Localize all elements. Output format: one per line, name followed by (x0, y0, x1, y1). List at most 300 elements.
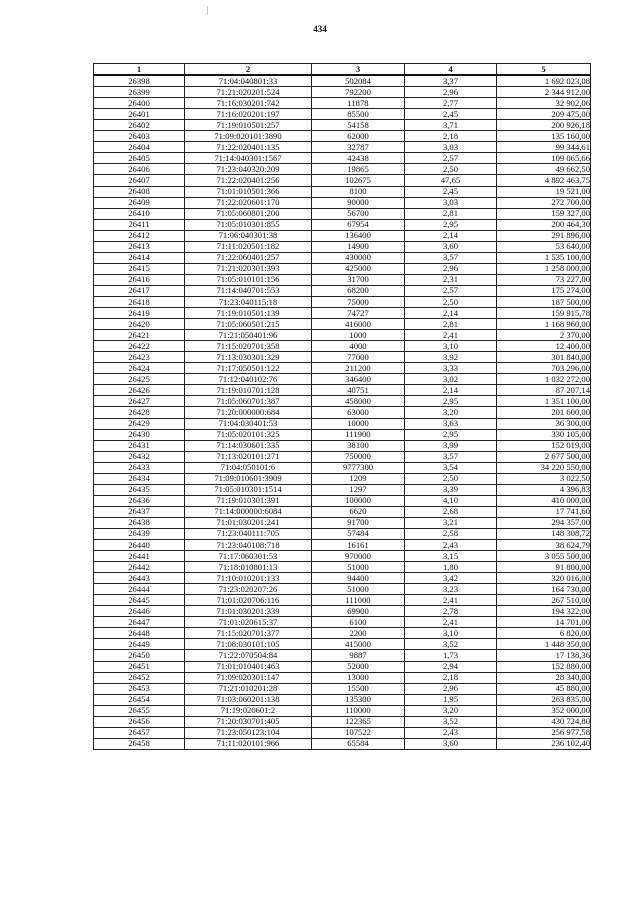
area-cell: 9887 (312, 650, 405, 661)
value-cell: 17 741,60 (497, 506, 591, 517)
row-number-cell: 26413 (94, 241, 185, 252)
value-cell: 272 700,00 (497, 197, 591, 208)
cadastral-number-cell: 71:08:030101:105 (185, 639, 312, 650)
rate-cell: 3,63 (405, 418, 497, 429)
cadastral-number-cell: 71:04:040801:33 (185, 75, 312, 87)
table-row (94, 330, 591, 341)
cadastral-number-cell: 71:19:010301:391 (185, 495, 312, 506)
value-cell: 267 510,00 (497, 595, 591, 606)
table-row (94, 352, 591, 363)
table-row (94, 705, 591, 716)
area-cell: 430000 (312, 252, 405, 263)
cadastral-number-cell: 71:14:040701:553 (185, 285, 312, 296)
table-row (94, 617, 591, 628)
area-cell: 100000 (312, 495, 405, 506)
row-number-cell: 26441 (94, 551, 185, 562)
rate-cell: 3,92 (405, 352, 497, 363)
rate-cell: 3,52 (405, 716, 497, 727)
value-cell: 36 300,00 (497, 418, 591, 429)
value-cell: 17 138,36 (497, 650, 591, 661)
cadastral-number-cell: 71:23:040115:18 (185, 296, 312, 307)
cadastral-number-cell: 71:05:010301:855 (185, 219, 312, 230)
cadastral-number-cell: 71:01:020615:37 (185, 617, 312, 628)
cadastral-number-cell: 71:22:060401:257 (185, 252, 312, 263)
table-row (94, 573, 591, 584)
table-row (94, 418, 591, 429)
rate-cell: 2,95 (405, 396, 497, 407)
row-number-cell: 26450 (94, 650, 185, 661)
rate-cell: 3,10 (405, 341, 497, 352)
table-row (94, 98, 591, 109)
rate-cell: 3,57 (405, 252, 497, 263)
row-number-cell: 26422 (94, 341, 185, 352)
cadastral-number-cell: 71:16:030201:742 (185, 98, 312, 109)
rate-cell: 2,50 (405, 473, 497, 484)
table-row (94, 639, 591, 650)
column-header-3: 3 (312, 64, 405, 76)
cadastral-number-cell: 71:21:020301:393 (185, 263, 312, 274)
cadastral-number-cell: 71:12:040102:76 (185, 374, 312, 385)
table-row (94, 197, 591, 208)
table-row (94, 672, 591, 683)
table-row (94, 385, 591, 396)
area-cell: 970000 (312, 551, 405, 562)
cadastral-number-cell: 71:23:050123:104 (185, 727, 312, 738)
value-cell: 2 677 500,00 (497, 451, 591, 462)
rate-cell: 2,57 (405, 285, 497, 296)
rate-cell: 1,80 (405, 562, 497, 573)
table-row (94, 528, 591, 539)
table-row (94, 484, 591, 495)
cadastral-number-cell: 71:11:020501:182 (185, 241, 312, 252)
row-number-cell: 26414 (94, 252, 185, 263)
area-cell: 54158 (312, 120, 405, 131)
rate-cell: 3,20 (405, 407, 497, 418)
area-cell: 94400 (312, 573, 405, 584)
cadastral-number-cell: 71:16:020201:197 (185, 109, 312, 120)
rate-cell: 1,95 (405, 694, 497, 705)
area-cell: 6100 (312, 617, 405, 628)
value-cell: 159 915,78 (497, 308, 591, 319)
value-cell: 2 370,00 (497, 330, 591, 341)
area-cell: 69900 (312, 606, 405, 617)
cadastral-number-cell: 71:23:020207:26 (185, 584, 312, 595)
row-number-cell: 26407 (94, 175, 185, 186)
value-cell: 4 892 463,75 (497, 175, 591, 186)
value-cell: 1 032 272,00 (497, 374, 591, 385)
table-row (94, 274, 591, 285)
rate-cell: 3,02 (405, 374, 497, 385)
value-cell: 3 055 500,00 (497, 551, 591, 562)
value-cell: 14 701,00 (497, 617, 591, 628)
area-cell: 10000 (312, 418, 405, 429)
row-number-cell: 26449 (94, 639, 185, 650)
cadastral-number-cell: 71:01:030201:241 (185, 517, 312, 528)
value-cell: 34 220 550,00 (497, 462, 591, 473)
value-cell: 12 400,00 (497, 341, 591, 352)
value-cell: 6 820,00 (497, 628, 591, 639)
value-cell: 135 160,00 (497, 131, 591, 142)
value-cell: 152 019,00 (497, 440, 591, 451)
table-row (94, 628, 591, 639)
row-number-cell: 26400 (94, 98, 185, 109)
row-number-cell: 26426 (94, 385, 185, 396)
rate-cell: 1,73 (405, 650, 497, 661)
value-cell: 109 065,66 (497, 153, 591, 164)
value-cell: 200 926,18 (497, 120, 591, 131)
table-row (94, 716, 591, 727)
rate-cell: 2,43 (405, 727, 497, 738)
rate-cell: 2,14 (405, 230, 497, 241)
value-cell: 703 296,00 (497, 363, 591, 374)
row-number-cell: 26447 (94, 617, 185, 628)
rate-cell: 3,39 (405, 484, 497, 495)
rate-cell: 2,81 (405, 208, 497, 219)
table-row (94, 75, 591, 87)
value-cell: 430 724,80 (497, 716, 591, 727)
rate-cell: 2,41 (405, 330, 497, 341)
table-row (94, 120, 591, 131)
cadastral-number-cell: 71:06:040301:38 (185, 230, 312, 241)
area-cell: 211200 (312, 363, 405, 374)
area-cell: 15500 (312, 683, 405, 694)
scan-artifact-mark (207, 6, 208, 15)
cadastral-number-cell: 71:15:020701:358 (185, 341, 312, 352)
table-row (94, 738, 591, 749)
area-cell: 91700 (312, 517, 405, 528)
area-cell: 425000 (312, 263, 405, 274)
area-cell: 415000 (312, 639, 405, 650)
rate-cell: 3,60 (405, 738, 497, 749)
area-cell: 110000 (312, 705, 405, 716)
rate-cell: 3,23 (405, 584, 497, 595)
value-cell: 410 000,00 (497, 495, 591, 506)
cadastral-number-cell: 71:23:040320:209 (185, 164, 312, 175)
value-cell: 291 896,00 (497, 230, 591, 241)
row-number-cell: 26456 (94, 716, 185, 727)
rate-cell: 2,57 (405, 153, 497, 164)
row-number-cell: 26448 (94, 628, 185, 639)
rate-cell: 2,50 (405, 164, 497, 175)
table-row (94, 694, 591, 705)
table-row (94, 341, 591, 352)
row-number-cell: 26454 (94, 694, 185, 705)
area-cell: 1209 (312, 473, 405, 484)
row-number-cell: 26455 (94, 705, 185, 716)
row-number-cell: 26435 (94, 484, 185, 495)
value-cell: 1 448 350,00 (497, 639, 591, 650)
area-cell: 13000 (312, 672, 405, 683)
cadastral-number-cell: 71:22:020601:170 (185, 197, 312, 208)
cadastral-number-cell: 71:05:060801:200 (185, 208, 312, 219)
row-number-cell: 26421 (94, 330, 185, 341)
cadastral-number-cell: 71:13:020101:271 (185, 451, 312, 462)
table-row (94, 462, 591, 473)
row-number-cell: 26442 (94, 562, 185, 573)
value-cell: 99 344,61 (497, 142, 591, 153)
cadastral-number-cell: 71:10:010201:133 (185, 573, 312, 584)
row-number-cell: 26457 (94, 727, 185, 738)
row-number-cell: 26410 (94, 208, 185, 219)
table-row (94, 219, 591, 230)
value-cell: 1 692 023,08 (497, 75, 591, 87)
row-number-cell: 26408 (94, 186, 185, 197)
table-row (94, 440, 591, 451)
area-cell: 107522 (312, 727, 405, 738)
row-number-cell: 26415 (94, 263, 185, 274)
cadastral-number-cell: 71:04:030401:53 (185, 418, 312, 429)
table-row (94, 407, 591, 418)
row-number-cell: 26405 (94, 153, 185, 164)
table-row (94, 142, 591, 153)
cadastral-number-cell: 71:22:020401:135 (185, 142, 312, 153)
value-cell: 45 880,00 (497, 683, 591, 694)
value-cell: 2 344 912,00 (497, 87, 591, 98)
rate-cell: 2,14 (405, 308, 497, 319)
row-number-cell: 26401 (94, 109, 185, 120)
rate-cell: 3,52 (405, 639, 497, 650)
rate-cell: 3,42 (405, 573, 497, 584)
value-cell: 73 227,00 (497, 274, 591, 285)
row-number-cell: 26433 (94, 462, 185, 473)
cadastral-number-cell: 71:21:010201:28 (185, 683, 312, 694)
row-number-cell: 26446 (94, 606, 185, 617)
rate-cell: 2,18 (405, 672, 497, 683)
table-row (94, 241, 591, 252)
rate-cell: 2,96 (405, 683, 497, 694)
cadastral-number-cell: 71:05:060501:215 (185, 319, 312, 330)
table-row (94, 131, 591, 142)
table-row (94, 308, 591, 319)
row-number-cell: 26420 (94, 319, 185, 330)
area-cell: 102675 (312, 175, 405, 186)
cadastral-number-cell: 71:01:020706:116 (185, 595, 312, 606)
rate-cell: 2,50 (405, 296, 497, 307)
value-cell: 49 662,50 (497, 164, 591, 175)
row-number-cell: 26406 (94, 164, 185, 175)
rate-cell: 3,37 (405, 75, 497, 87)
table-row (94, 208, 591, 219)
area-cell: 62000 (312, 131, 405, 142)
area-cell: 11878 (312, 98, 405, 109)
rate-cell: 2,68 (405, 506, 497, 517)
value-cell: 320 016,00 (497, 573, 591, 584)
value-cell: 148 308,72 (497, 528, 591, 539)
table-row (94, 595, 591, 606)
table-row (94, 650, 591, 661)
area-cell: 1297 (312, 484, 405, 495)
area-cell: 74727 (312, 308, 405, 319)
rate-cell: 2,14 (405, 385, 497, 396)
area-cell: 346400 (312, 374, 405, 385)
value-cell: 352 000,00 (497, 705, 591, 716)
cadastral-number-cell: 71:19:010501:257 (185, 120, 312, 131)
table-row (94, 153, 591, 164)
cadastral-number-cell: 71:22:020401:256 (185, 175, 312, 186)
area-cell: 77000 (312, 352, 405, 363)
table-row (94, 252, 591, 263)
value-cell: 1 168 960,00 (497, 319, 591, 330)
value-cell: 91 800,00 (497, 562, 591, 573)
row-number-cell: 26425 (94, 374, 185, 385)
area-cell: 75000 (312, 296, 405, 307)
area-cell: 111000 (312, 595, 405, 606)
table-row (94, 396, 591, 407)
row-number-cell: 26437 (94, 506, 185, 517)
row-number-cell: 26453 (94, 683, 185, 694)
row-number-cell: 26402 (94, 120, 185, 131)
header-row (94, 64, 591, 76)
cadastral-number-cell: 71:21:050401:96 (185, 330, 312, 341)
cadastral-number-cell: 71:01:010401:463 (185, 661, 312, 672)
area-cell: 85500 (312, 109, 405, 120)
column-header-4: 4 (405, 64, 497, 76)
cadastral-number-cell: 71:20:030701:405 (185, 716, 312, 727)
area-cell: 750000 (312, 451, 405, 462)
area-cell: 2200 (312, 628, 405, 639)
row-number-cell: 26412 (94, 230, 185, 241)
table-row (94, 683, 591, 694)
row-number-cell: 26417 (94, 285, 185, 296)
rate-cell: 2,41 (405, 617, 497, 628)
table-row (94, 495, 591, 506)
area-cell: 502084 (312, 75, 405, 87)
rate-cell: 2,45 (405, 186, 497, 197)
area-cell: 56700 (312, 208, 405, 219)
rate-cell: 3,54 (405, 462, 497, 473)
table-row (94, 319, 591, 330)
table-row (94, 661, 591, 672)
rate-cell: 2,94 (405, 661, 497, 672)
value-cell: 256 977,58 (497, 727, 591, 738)
value-cell: 194 322,00 (497, 606, 591, 617)
row-number-cell: 26419 (94, 308, 185, 319)
cadastral-number-cell: 71:23:040111:705 (185, 528, 312, 539)
table-row (94, 363, 591, 374)
cadastral-number-cell: 71:14:000000:6084 (185, 506, 312, 517)
table-row (94, 451, 591, 462)
table-row (94, 473, 591, 484)
cadastral-number-cell: 71:17:050501:122 (185, 363, 312, 374)
rate-cell: 2,96 (405, 263, 497, 274)
area-cell: 19865 (312, 164, 405, 175)
rate-cell: 47,65 (405, 175, 497, 186)
rate-cell: 3,71 (405, 120, 497, 131)
area-cell: 416000 (312, 319, 405, 330)
row-number-cell: 26424 (94, 363, 185, 374)
rate-cell: 3,99 (405, 440, 497, 451)
row-number-cell: 26398 (94, 75, 185, 87)
rate-cell: 3,33 (405, 363, 497, 374)
area-cell: 14900 (312, 241, 405, 252)
area-cell: 136400 (312, 230, 405, 241)
rate-cell: 2,78 (405, 606, 497, 617)
row-number-cell: 26440 (94, 540, 185, 551)
table-row (94, 186, 591, 197)
cadastral-number-cell: 71:19:020601:2 (185, 705, 312, 716)
row-number-cell: 26427 (94, 396, 185, 407)
cadastral-number-cell: 71:05:060701:387 (185, 396, 312, 407)
rate-cell: 2,96 (405, 87, 497, 98)
cadastral-number-cell: 71:20:000000:684 (185, 407, 312, 418)
value-cell: 1 258 000,00 (497, 263, 591, 274)
cadastral-number-cell: 71:03:060201:138 (185, 694, 312, 705)
area-cell: 63000 (312, 407, 405, 418)
value-cell: 201 600,00 (497, 407, 591, 418)
row-number-cell: 26428 (94, 407, 185, 418)
value-cell: 330 105,00 (497, 429, 591, 440)
value-cell: 4 396,83 (497, 484, 591, 495)
row-number-cell: 26443 (94, 573, 185, 584)
rate-cell: 3,57 (405, 451, 497, 462)
row-number-cell: 26431 (94, 440, 185, 451)
cadastral-number-cell: 71:19:010701:128 (185, 385, 312, 396)
area-cell: 68200 (312, 285, 405, 296)
table-row (94, 230, 591, 241)
value-cell: 3 022,50 (497, 473, 591, 484)
value-cell: 28 340,00 (497, 672, 591, 683)
table-row (94, 606, 591, 617)
table-row (94, 727, 591, 738)
cadastral-number-cell: 71:05:010301:1514 (185, 484, 312, 495)
area-cell: 8100 (312, 186, 405, 197)
area-cell: 9777300 (312, 462, 405, 473)
column-header-2: 2 (185, 64, 312, 76)
rate-cell: 2,77 (405, 98, 497, 109)
table-row (94, 87, 591, 98)
cadastral-number-cell: 71:13:030301:329 (185, 352, 312, 363)
cadastral-number-cell: 71:04:050101:6 (185, 462, 312, 473)
area-cell: 31700 (312, 274, 405, 285)
area-cell: 1000 (312, 330, 405, 341)
value-cell: 301 840,00 (497, 352, 591, 363)
table-row (94, 296, 591, 307)
area-cell: 57484 (312, 528, 405, 539)
table-row (94, 175, 591, 186)
cadastral-number-cell: 71:17:060301:53 (185, 551, 312, 562)
row-number-cell: 26416 (94, 274, 185, 285)
cadastral-number-cell: 71:05:020101:325 (185, 429, 312, 440)
table-row (94, 109, 591, 120)
rate-cell: 2,18 (405, 131, 497, 142)
cadastral-number-cell: 71:11:020101:966 (185, 738, 312, 749)
table-row (94, 263, 591, 274)
rate-cell: 2,43 (405, 540, 497, 551)
table-row (94, 584, 591, 595)
cadastral-number-cell: 71:19:010501:139 (185, 308, 312, 319)
area-cell: 90000 (312, 197, 405, 208)
value-cell: 263 835,00 (497, 694, 591, 705)
row-number-cell: 26432 (94, 451, 185, 462)
area-cell: 51000 (312, 584, 405, 595)
row-number-cell: 26404 (94, 142, 185, 153)
area-cell: 135300 (312, 694, 405, 705)
rate-cell: 2,58 (405, 528, 497, 539)
value-cell: 187 500,00 (497, 296, 591, 307)
area-cell: 111900 (312, 429, 405, 440)
value-cell: 294 357,00 (497, 517, 591, 528)
value-cell: 159 327,00 (497, 208, 591, 219)
table-row (94, 164, 591, 175)
cadastral-number-cell: 71:05:010101:156 (185, 274, 312, 285)
row-number-cell: 26430 (94, 429, 185, 440)
area-cell: 51000 (312, 562, 405, 573)
cadastral-number-cell: 71:23:040108:718 (185, 540, 312, 551)
row-number-cell: 26452 (94, 672, 185, 683)
cadastral-number-cell: 71:14:030601:335 (185, 440, 312, 451)
row-number-cell: 26399 (94, 87, 185, 98)
cadastral-number-cell: 71:22:070504:84 (185, 650, 312, 661)
